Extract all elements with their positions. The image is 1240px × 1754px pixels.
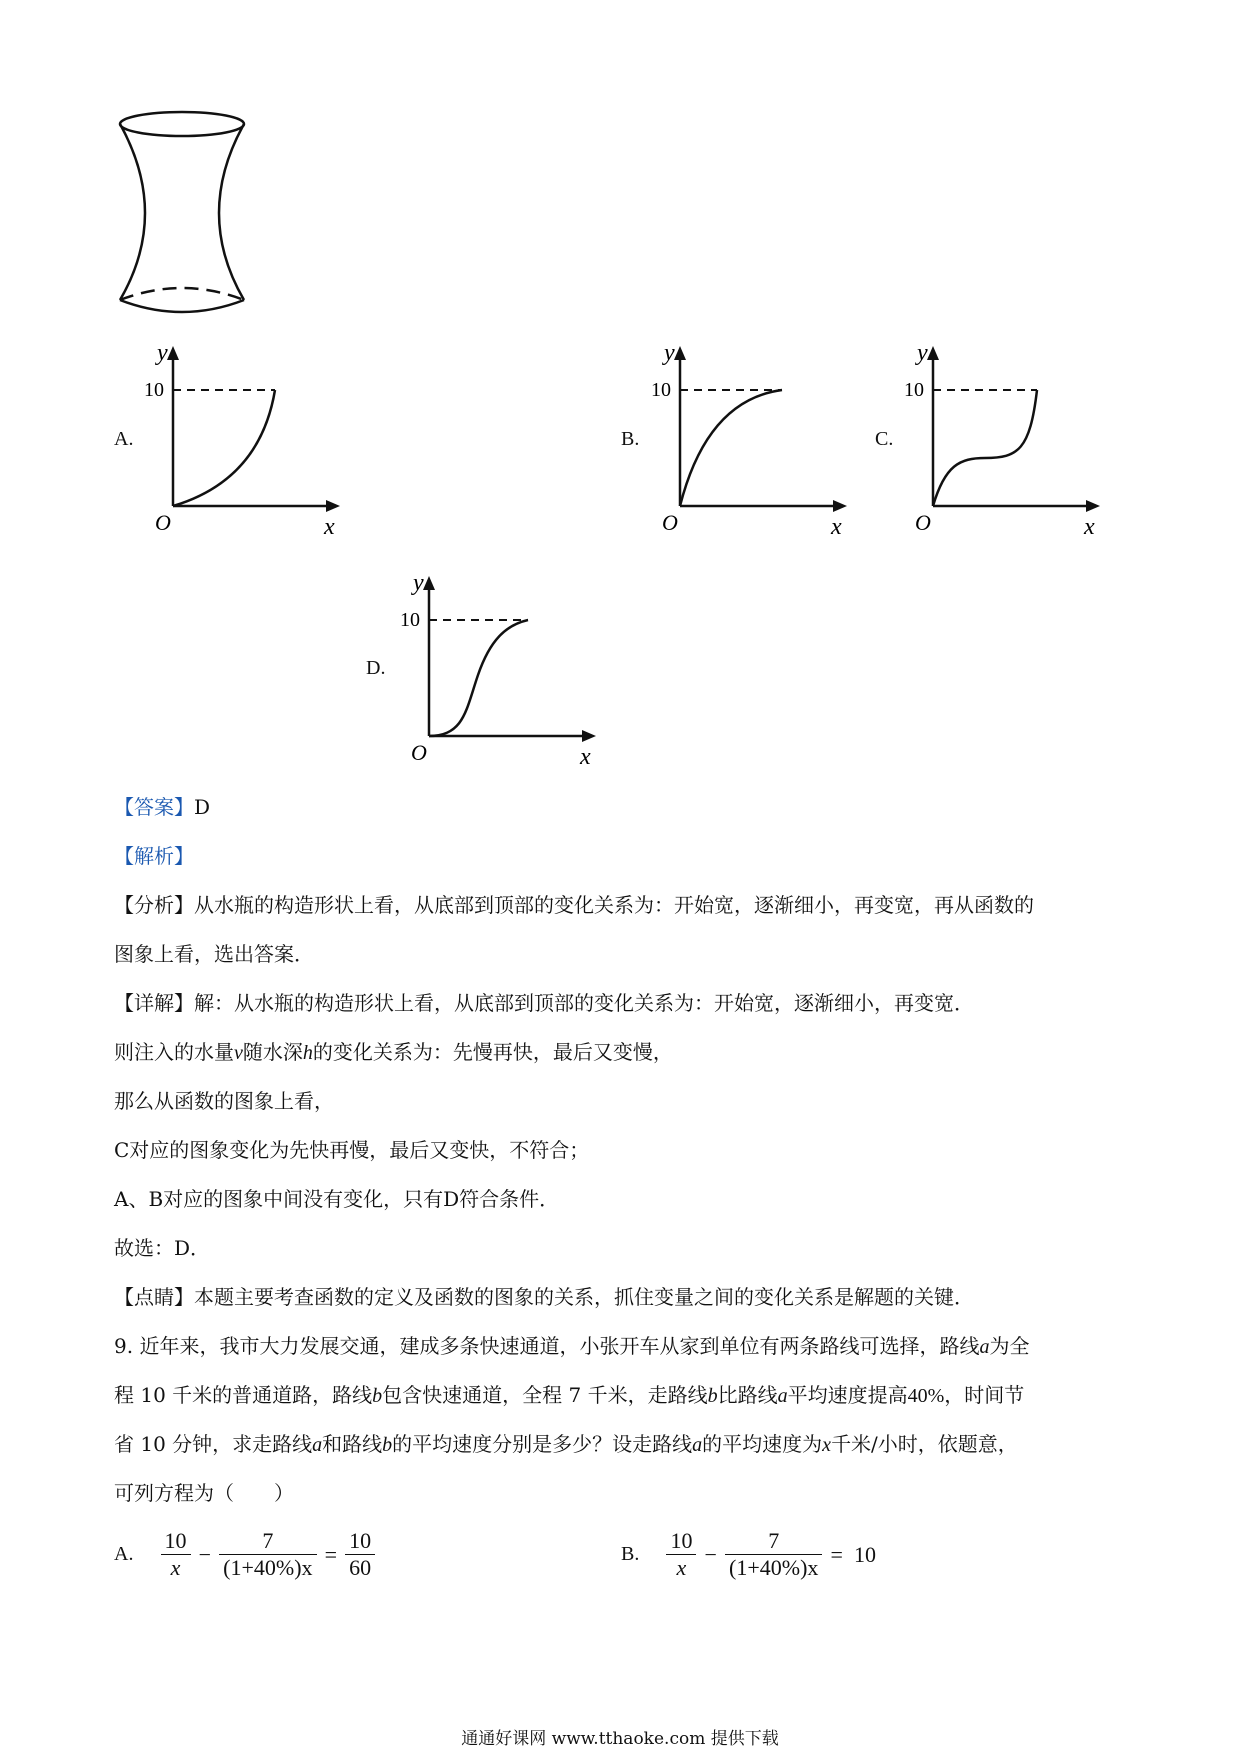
numerator: 7 (262, 1528, 274, 1553)
option-b-label: B. (621, 428, 640, 450)
origin-label: O (662, 510, 678, 535)
x-axis-label: x (324, 514, 335, 540)
denominator: (1+40%)x (725, 1554, 822, 1581)
y-axis-label: y (917, 340, 928, 366)
analysis-heading (114, 840, 194, 869)
percent-40: 40% (907, 1385, 945, 1407)
q9-text-2a: 程 10 千米的普通道路，路线 (114, 1383, 373, 1407)
dianjing-line (114, 1281, 974, 1310)
detail-text-2a: 则注入的水量 (114, 1040, 234, 1064)
var-b: b (382, 1434, 393, 1456)
var-h: h (302, 1042, 313, 1064)
q9-line-2 (114, 1379, 1024, 1408)
minus-sign: − (704, 1541, 717, 1567)
fraction-10-over-60 (345, 1528, 375, 1581)
var-x: x (822, 1434, 832, 1456)
q9-text-2c: 比路线 (717, 1383, 778, 1407)
detail-text-2b: 随水深 (242, 1040, 303, 1064)
var-a: a (312, 1434, 323, 1456)
var-b: b (707, 1385, 718, 1407)
dianjing-tag: 【点睛】 (114, 1285, 194, 1309)
analysis-tag: 【解析】 (114, 844, 194, 868)
graph-d (396, 570, 606, 770)
origin-label: O (411, 740, 427, 765)
fraction-10-over-x (161, 1528, 191, 1581)
detail-line-4: C对应的图象变化为先快再慢，最后又变快，不符合； (114, 1138, 590, 1162)
detail-line-3: 那么从函数的图象上看， (114, 1089, 334, 1113)
var-a: a (979, 1336, 990, 1358)
fraction-7-over-speed (725, 1528, 822, 1581)
fraction-7-over-speed (219, 1528, 316, 1581)
q9-text-3a: 省 10 分钟，求走路线 (114, 1432, 313, 1456)
graph-b (647, 340, 857, 540)
origin-label: O (155, 510, 171, 535)
denominator: (1+40%)x (219, 1554, 316, 1581)
level-label: 10 (144, 379, 164, 401)
minus-sign: − (198, 1541, 212, 1567)
fenxi-line-1 (114, 889, 1034, 918)
y-axis-label: y (413, 570, 424, 596)
denominator: x (666, 1554, 696, 1581)
x-axis-label: x (831, 514, 842, 540)
fraction-10-over-x (666, 1528, 696, 1581)
fenxi-text-1: 从水瓶的构造形状上看，从底部到顶部的变化关系为：开始宽，逐渐细小，再变宽，再从函数的 (194, 893, 1034, 917)
q9-text-3c: 的平均速度分别是多少？设走路线 (392, 1432, 693, 1456)
detail-tag: 【详解】 (114, 991, 194, 1015)
detail-text-1: 解：从水瓶的构造形状上看，从底部到顶部的变化关系为：开始宽，逐渐细小，再变宽． (194, 991, 974, 1015)
y-axis-label: y (664, 340, 675, 366)
var-b: b (372, 1385, 383, 1407)
q9-option-a-label: A. (114, 1543, 134, 1565)
rhs-value: 10 (854, 1541, 877, 1567)
q9-text-2e: ，时间节 (944, 1383, 1025, 1407)
q9-option-b-label: B. (621, 1543, 640, 1565)
detail-line-6: 故选：D． (114, 1236, 211, 1260)
level-label: 10 (651, 379, 671, 401)
fenxi-tag: 【分析】 (114, 893, 194, 917)
q9-text-2d: 平均速度提高 (787, 1383, 908, 1407)
fenxi-line-2: 图象上看，选出答案． (114, 942, 314, 966)
option-d-label: D. (366, 657, 386, 679)
q9-line-1 (114, 1330, 1029, 1359)
y-axis-label: y (157, 340, 168, 366)
numerator: 10 (164, 1528, 187, 1553)
numerator: 10 (670, 1528, 693, 1553)
option-c-label: C. (875, 428, 894, 450)
var-v: v (234, 1042, 243, 1064)
graph-a (140, 340, 350, 540)
q9-text-1a: 9. 近年来，我市大力发展交通，建成多条快速通道，小张开车从家到单位有两条路线可选择，路线 (114, 1334, 980, 1358)
q9-text-3e: 千米/小时，依题意， (831, 1432, 1018, 1456)
var-a: a (692, 1434, 703, 1456)
q9-text-2b: 包含快速通道，全程 7 千米，走路线 (382, 1383, 708, 1407)
numerator: 7 (768, 1528, 780, 1553)
numerator: 10 (349, 1528, 372, 1553)
q9-text-1b: 为全 (989, 1334, 1030, 1358)
equals-sign: = (830, 1541, 843, 1567)
option-a-label: A. (114, 428, 134, 450)
dianjing-text: 本题主要考查函数的定义及函数的图象的关系，抓住变量之间的变化关系是解题的关键． (194, 1285, 974, 1309)
origin-label: O (915, 510, 931, 535)
q9-line-3 (114, 1428, 1018, 1457)
detail-text-2c: 的变化关系为：先慢再快，最后又变慢， (312, 1040, 673, 1064)
level-label: 10 (400, 609, 420, 631)
q9-option-a (114, 1528, 375, 1581)
denominator: 60 (345, 1554, 375, 1581)
var-a: a (777, 1385, 788, 1407)
q9-text-3b: 和路线 (322, 1432, 383, 1456)
x-axis-label: x (1084, 514, 1095, 540)
equals-sign: = (324, 1541, 338, 1567)
answer-tag: 【答案】 (114, 795, 194, 819)
q9-option-b (621, 1528, 879, 1581)
answer-value: D (194, 795, 211, 819)
q9-text-3d: 的平均速度为 (702, 1432, 823, 1456)
level-label: 10 (904, 379, 924, 401)
detail-line-1 (114, 987, 974, 1016)
detail-line-2 (114, 1036, 673, 1065)
detail-line-5: A、B对应的图象中间没有变化，只有D符合条件． (114, 1187, 560, 1211)
vase-figure (108, 104, 268, 316)
q9-line-4: 可列方程为（ ） (114, 1481, 294, 1505)
denominator: x (161, 1554, 191, 1581)
graph-c (900, 340, 1110, 540)
page-footer: 通通好课网 www.tthaoke.com 提供下载 (461, 1729, 779, 1749)
x-axis-label: x (580, 744, 591, 770)
answer-line (114, 791, 210, 820)
